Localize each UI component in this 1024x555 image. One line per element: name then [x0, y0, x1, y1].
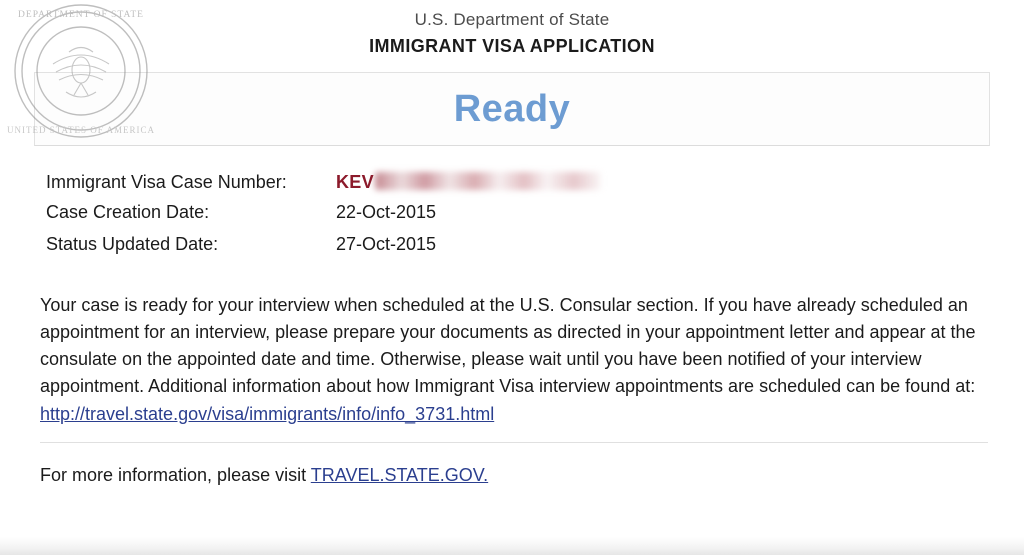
status-updated-date-label: Status Updated Date: — [46, 234, 219, 254]
case-number-row — [46, 170, 1024, 202]
status-description-text: Your case is ready for your interview when scheduled at the U.S. Consular section. If you have already scheduled an appointment for an interview, please prepare your documents as directed in your appointment letter and appear at the consulate on the appointed date and time. Otherwise, please wait until you have been notified of your interview appointment. Additional information about how Immigrant Visa interview appointments are scheduled can be found at: — [40, 295, 976, 396]
case-creation-date-label: Case Creation Date: — [46, 202, 210, 222]
status-updated-date-row — [46, 234, 1024, 266]
case-creation-date-value: 22-Oct-2015 — [336, 202, 437, 222]
footer-note-text: For more information, please visit — [40, 465, 311, 485]
case-details — [46, 170, 1024, 266]
section-divider — [40, 442, 988, 443]
case-number-redacted-part — [375, 172, 601, 190]
case-creation-date-row — [46, 202, 1024, 234]
case-number-label: Immigrant Visa Case Number: — [46, 172, 287, 192]
status-updated-date-value: 27-Oct-2015 — [336, 234, 437, 254]
page-bottom-edge — [0, 537, 1024, 555]
page-title: IMMIGRANT VISA APPLICATION — [369, 36, 655, 56]
svg-text:DEPARTMENT OF STATE: DEPARTMENT OF STATE — [18, 10, 144, 20]
case-number-value — [336, 170, 601, 193]
document-header — [0, 0, 1024, 58]
travel-state-gov-link[interactable]: TRAVEL.STATE.GOV. — [310, 465, 489, 485]
status-description — [40, 292, 986, 428]
department-name: U.S. Department of State — [414, 10, 610, 29]
status-badge: Ready — [453, 87, 571, 130]
info-link[interactable]: http://travel.state.gov/visa/immigrants/info/info_3731.html — [40, 404, 495, 424]
case-number-visible-part: KEV — [336, 172, 374, 192]
status-banner — [34, 72, 990, 146]
footer-note — [40, 465, 1024, 486]
svg-text:UNITED STATES OF AMERICA: UNITED STATES OF AMERICA — [6, 125, 156, 135]
